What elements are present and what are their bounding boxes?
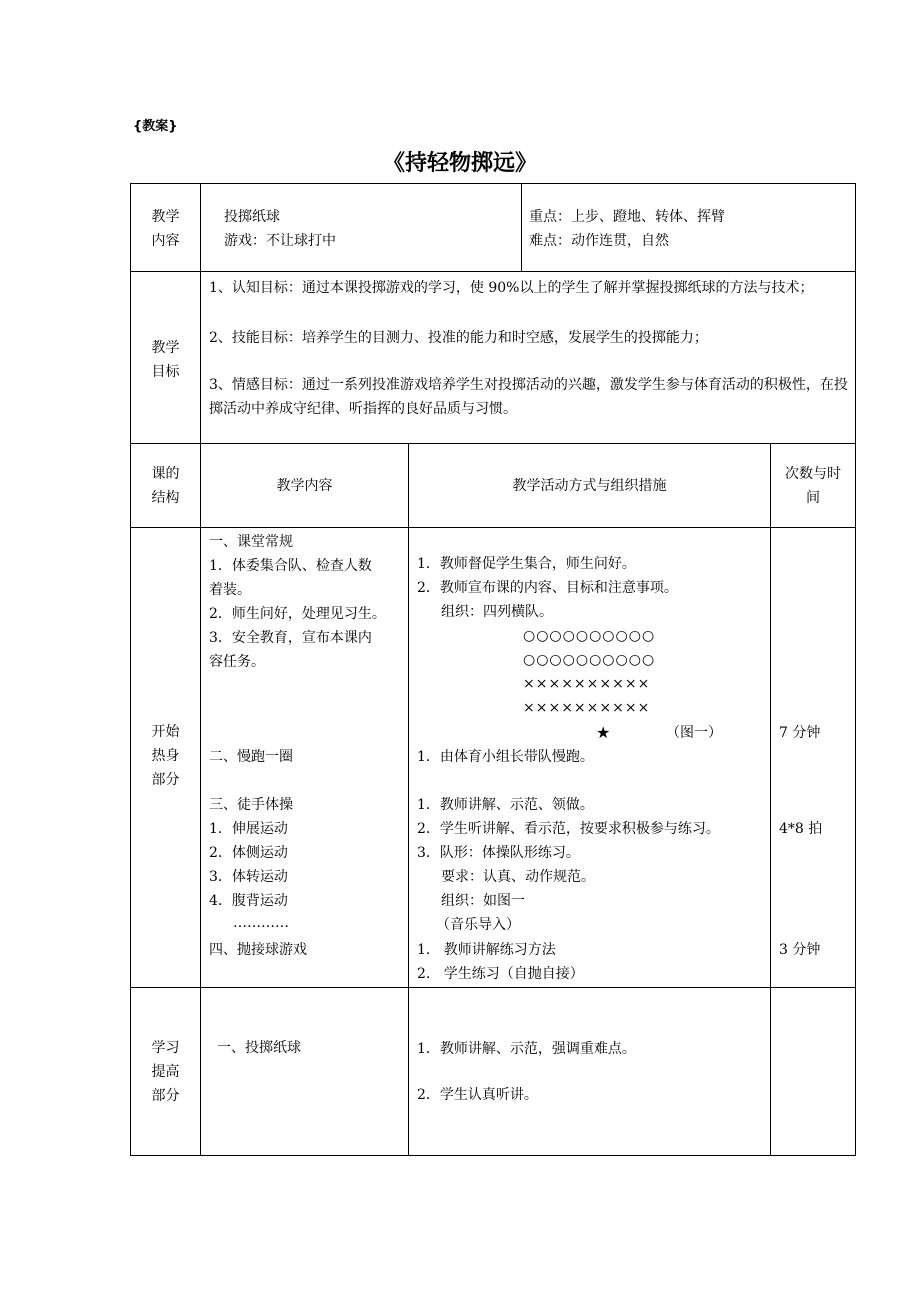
section-label-learning: [131, 1036, 200, 1108]
activity-item: 2．学生听讲解、看示范，按要求积极参与练习。: [417, 821, 720, 837]
organization-note: 组织：如图一: [441, 893, 525, 909]
content-item: 游戏：不让球打中: [224, 233, 336, 249]
requirement-note: 要求：认真、动作规范。: [441, 869, 595, 885]
objective-affective: 3、情感目标：通过一系列投准游戏培养学生对投掷活动的兴趣，激发学生参与体育活动的积极性，在投掷活动中养成守纪律、听指挥的良好品质与习惯。: [209, 377, 848, 417]
section-label-warmup: [131, 720, 200, 792]
objective-skill: 2、技能目标：培养学生的目测力、投准的能力和时空感，发展学生的投掷能力；: [209, 330, 708, 346]
label-line: 部分: [151, 772, 180, 788]
row-divider: [130, 271, 856, 272]
student-row: ○○○○○○○○○○: [523, 652, 656, 668]
label-line: 部分: [151, 1088, 180, 1104]
time-value: 4*8 拍: [779, 821, 823, 837]
column-divider: [770, 443, 771, 1156]
column-divider: [200, 183, 201, 1156]
routine-item: 3．安全教育，宣布本课内: [209, 630, 372, 646]
teaching-content: [224, 205, 336, 253]
activity-item: 1．教师督促学生集合，师生问好。: [417, 556, 636, 572]
row-label-objectives: [131, 336, 200, 384]
column-divider: [521, 183, 522, 272]
label-line: 开始: [151, 724, 180, 740]
header-structure: [131, 462, 200, 510]
activity-item: 1. 教师讲解练习方法: [417, 942, 556, 958]
exercise-title: 三、徒手体操: [209, 797, 293, 813]
student-row: ○○○○○○○○○○: [523, 628, 656, 644]
routine-item: 1．体委集合队、检查人数: [209, 558, 372, 574]
difficult-point: 难点：动作连贯，自然: [529, 233, 669, 249]
game-item: 四、抛接球游戏: [209, 942, 307, 958]
student-row: ××××××××××: [523, 700, 651, 716]
column-divider: [408, 443, 409, 1156]
teacher-star-icon: ★: [596, 723, 611, 742]
exercise-more: …………: [233, 915, 289, 931]
learning-content: 一、投掷纸球: [217, 1040, 301, 1056]
header-content: 教学内容: [276, 478, 333, 494]
row-label-teaching-content: [131, 205, 200, 253]
label-line: 课的: [151, 466, 180, 482]
objective-cognitive: 1、认知目标：通过本课投掷游戏的学习，使 90%以上的学生了解并掌握投掷纸球的方法与技术；: [209, 280, 814, 296]
table-border-right: [855, 183, 856, 1156]
label-line: 间: [806, 490, 820, 506]
label-line: 学习: [151, 1040, 180, 1056]
key-point: 重点：上步、蹬地、转体、挥臂: [529, 209, 725, 225]
table-border-left: [130, 183, 131, 1156]
time-value: 3 分钟: [779, 942, 821, 958]
key-points: [529, 205, 725, 253]
activity-item: 2．学生认真听讲。: [417, 1087, 538, 1103]
row-divider: [130, 987, 856, 988]
header-time: [771, 462, 855, 510]
activity-item: 1．教师讲解、示范、领做。: [417, 797, 594, 813]
exercise-item: 2．体侧运动: [209, 845, 288, 861]
table-border-bottom: [130, 1155, 856, 1156]
time-value: 7 分钟: [779, 725, 821, 741]
routine-item: 容任务。: [209, 654, 265, 670]
music-note: （音乐导入）: [436, 917, 520, 933]
exercise-item: 1．伸展运动: [209, 821, 288, 837]
organization-note: 组织：四列横队。: [441, 604, 553, 620]
routine-item: 着装。: [209, 582, 251, 598]
activity-item: 1．教师讲解、示范，强调重难点。: [417, 1041, 636, 1057]
figure-label: （图一）: [666, 725, 722, 741]
content-item: 投掷纸球: [224, 209, 280, 225]
jog-item: 二、慢跑一圈: [209, 749, 293, 765]
page-title: 《持轻物掷远》: [382, 151, 537, 176]
routine-title: 一、课堂常规: [209, 534, 293, 550]
activity-item: 2. 学生练习（自抛自接）: [417, 966, 584, 982]
label-line: 次数与时: [785, 466, 841, 482]
exercise-item: 3．体转运动: [209, 869, 288, 885]
activity-item: 2．教师宣布课的内容、目标和注意事项。: [417, 580, 678, 596]
label-line: 提高: [151, 1064, 180, 1080]
label-line: 教学: [151, 340, 180, 356]
label-line: 目标: [151, 364, 180, 380]
routine-item: 2．师生问好，处理见习生。: [209, 606, 386, 622]
activity-item: 1．由体育小组长带队慢跑。: [417, 749, 594, 765]
student-row: ××××××××××: [523, 676, 651, 692]
label-line: 内容: [151, 233, 180, 249]
header-activity: 教学活动方式与组织措施: [512, 478, 667, 494]
label-line: 教学: [151, 209, 180, 225]
row-divider: [130, 527, 856, 528]
activity-item: 3．队形：体操队形练习。: [417, 845, 580, 861]
label-line: 热身: [151, 748, 180, 764]
label-line: 结构: [151, 490, 180, 506]
row-divider: [130, 443, 856, 444]
document-tag: {教案}: [133, 119, 178, 134]
exercise-item: 4．腹背运动: [209, 893, 288, 909]
table-border-top: [130, 183, 856, 184]
